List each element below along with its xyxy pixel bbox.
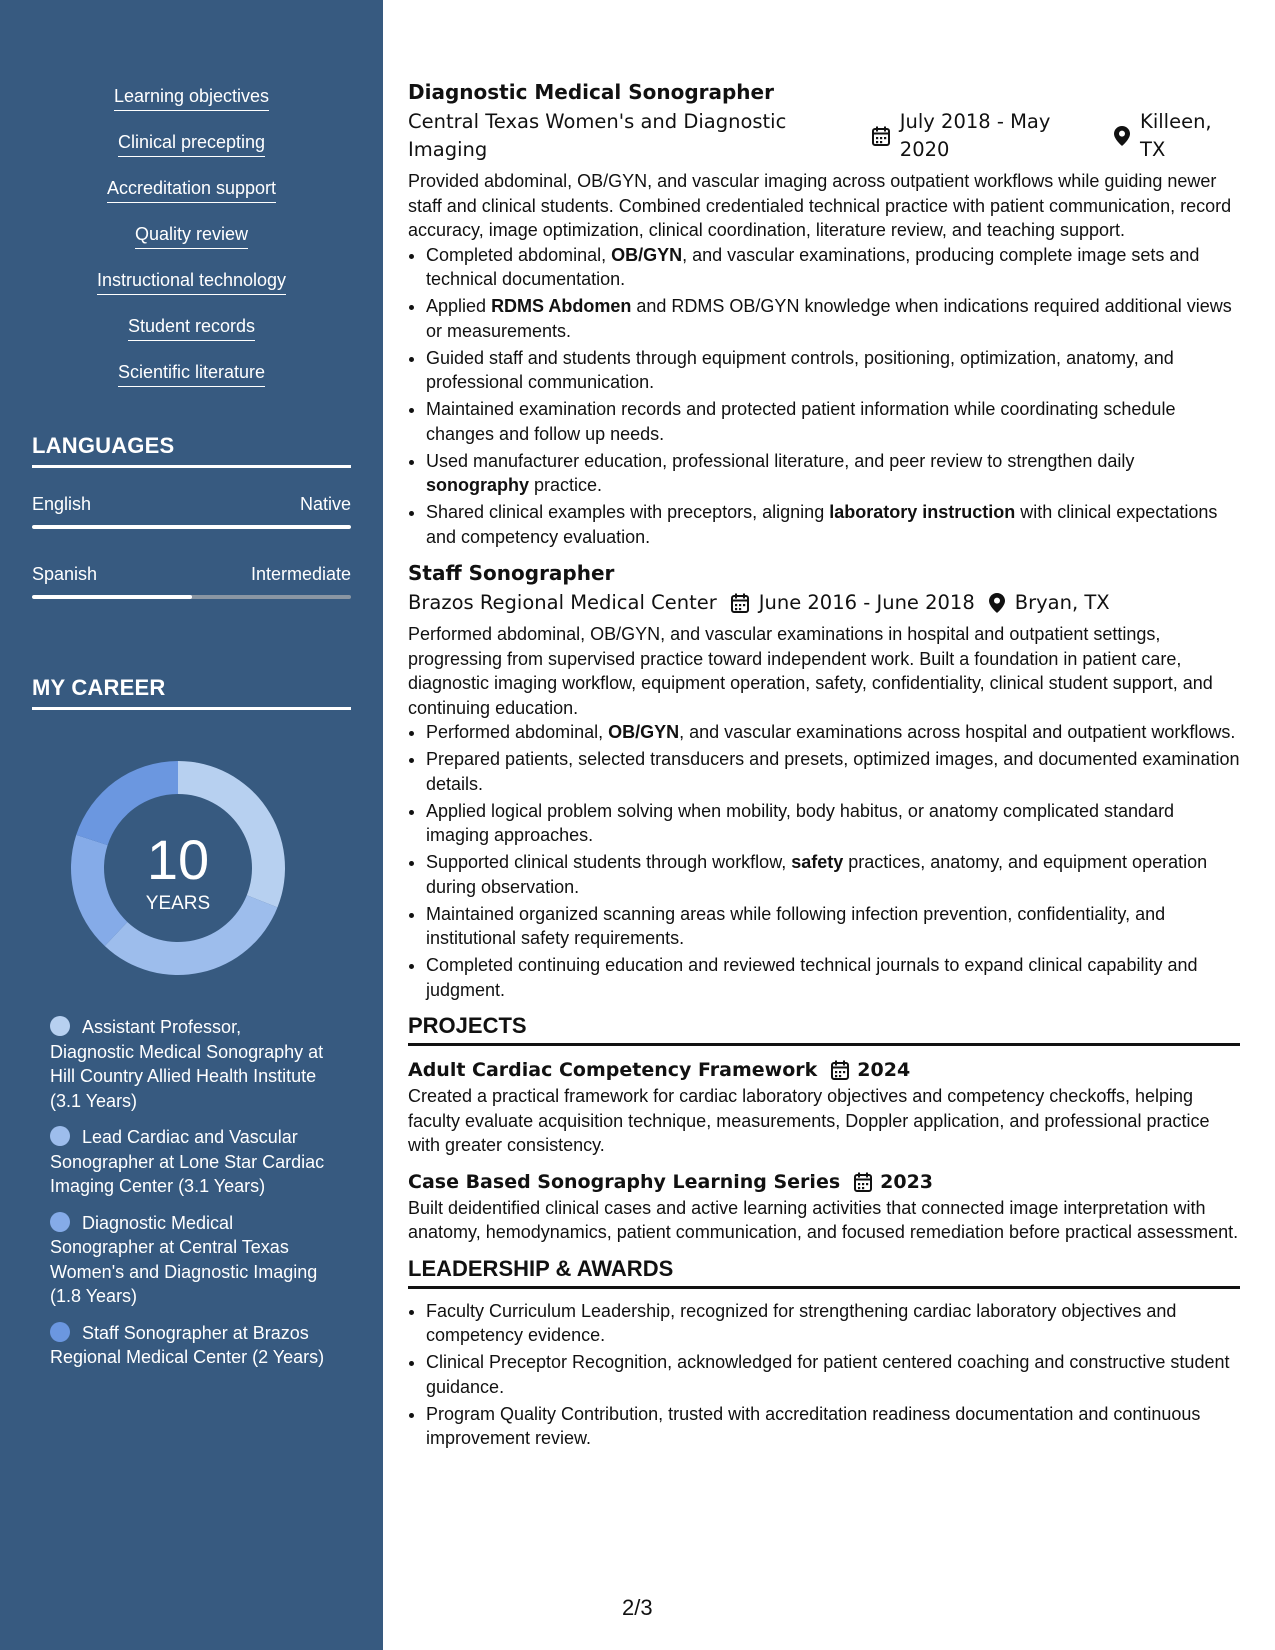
language-proficiency-fill	[32, 525, 351, 529]
job-summary: Provided abdominal, OB/GYN, and vascular imaging across outpatient workflows while guiding newer staff and clinical students. Combined credentialed technical practice with patient communication, record accuracy, image optimization, clinical coordination, literature review, and teaching support.	[408, 171, 1232, 240]
experience-entry	[408, 559, 1240, 1002]
career-legend-item	[50, 1321, 330, 1370]
skill-item: Accreditation support	[107, 178, 276, 203]
language-level: Native	[299, 494, 351, 514]
career-legend-label: Lead Cardiac and Vascular Sonographer at Lone Star Cardiac Imaging Center (3.1 Years)	[50, 1127, 325, 1196]
job-summary: Performed abdominal, OB/GYN, and vascular examinations in hospital and outpatient settings, progressing from supervised practice toward independent work. Built a foundation in patient care, diagnostic imaging workflow, equipment operation, safety, confidentiality, clinical student support, and continuing education.	[408, 624, 1213, 718]
calendar-icon	[854, 1172, 872, 1192]
job-dates: June 2016 - June 2018	[758, 591, 975, 614]
awards-list	[408, 1299, 1240, 1451]
skill-item: Clinical precepting	[118, 132, 265, 157]
language-proficiency-bar	[32, 525, 351, 529]
legend-dot-icon	[50, 1016, 70, 1036]
career-legend	[50, 1015, 330, 1382]
language-proficiency-fill	[32, 595, 192, 599]
skill-item: Instructional technology	[97, 270, 286, 295]
project-description: Created a practical framework for cardiac laboratory objectives and competency checkoffs, helping faculty evaluate acquisition technique, measurements, Doppler application, and professional practice with greater consistency.	[408, 1086, 1210, 1155]
career-legend-item	[50, 1211, 330, 1309]
skill-item: Student records	[128, 316, 255, 341]
skill-item: Scientific literature	[118, 362, 265, 387]
legend-dot-icon	[50, 1126, 70, 1146]
project-title-row	[408, 1168, 1240, 1196]
page-number: 2/3	[622, 1595, 653, 1620]
job-bullets	[408, 243, 1240, 550]
company-name: Brazos Regional Medical Center	[408, 591, 717, 614]
languages-heading: LANGUAGES	[32, 433, 351, 468]
language-row	[32, 564, 351, 585]
skills-list	[0, 86, 383, 408]
legend-dot-icon	[50, 1212, 70, 1232]
job-bullet: • Supported clinical students through workflow, safety practices, anatomy, and equipment operation during observation.	[426, 850, 1240, 899]
legend-dot-icon	[50, 1322, 70, 1342]
award-item: • Clinical Preceptor Recognition, acknowledged for patient centered coaching and constructive student guidance.	[426, 1350, 1240, 1399]
company-name: Central Texas Women's and Diagnostic Imaging	[408, 110, 787, 161]
job-title: Diagnostic Medical Sonographer	[408, 80, 774, 104]
main-content	[408, 78, 1240, 1453]
location-pin-icon	[1114, 126, 1130, 146]
project-title-row	[408, 1056, 1240, 1084]
job-bullet: • Maintained organized scanning areas while following infection prevention, confidentiality, and institutional safety requirements.	[426, 902, 1240, 951]
project-year: 2024	[857, 1059, 911, 1081]
experience-entry	[408, 78, 1240, 549]
job-title: Staff Sonographer	[408, 561, 615, 585]
calendar-icon	[872, 126, 890, 146]
project-description: Built deidentified clinical cases and active learning activities that connected image interpretation with anatomy, hemodynamics, patient communication, and focused remediation before practical assessment.	[408, 1197, 1239, 1242]
job-bullet: • Maintained examination records and protected patient information while coordinating schedule changes and follow up needs.	[426, 397, 1240, 446]
sidebar	[0, 0, 383, 1650]
language-proficiency-bar	[32, 595, 351, 599]
job-bullet: • Shared clinical examples with preceptors, aligning laboratory instruction with clinical expectations and competency evaluation.	[426, 500, 1240, 549]
job-bullet: • Performed abdominal, OB/GYN, and vascular examinations across hospital and outpatient workflows.	[426, 720, 1240, 745]
calendar-icon	[731, 593, 749, 613]
language-name: English	[32, 494, 92, 514]
job-location: Bryan, TX	[1014, 591, 1110, 614]
language-row	[32, 494, 351, 515]
skill-item: Learning objectives	[114, 86, 269, 111]
career-legend-label: Assistant Professor, Diagnostic Medical Sonography at Hill Country Allied Health Institute (3.1 Years)	[50, 1017, 324, 1111]
job-location: Killeen, TX	[1140, 110, 1212, 161]
job-meta	[408, 589, 1240, 617]
job-bullet: • Completed continuing education and reviewed technical journals to expand clinical capability and judgment.	[426, 953, 1240, 1002]
job-bullet: • Completed abdominal, OB/GYN, and vascular examinations, producing complete image sets and technical documentation.	[426, 243, 1240, 292]
career-donut-chart	[64, 754, 292, 982]
career-legend-item	[50, 1125, 330, 1199]
awards-heading: LEADERSHIP & AWARDS	[408, 1255, 1240, 1289]
award-item: • Faculty Curriculum Leadership, recognized for strengthening cardiac laboratory objectives and competency evidence.	[426, 1299, 1240, 1348]
career-legend-item	[50, 1015, 330, 1113]
skill-item: Quality review	[135, 224, 248, 249]
career-heading: MY CAREER	[32, 675, 351, 710]
project-year: 2023	[880, 1170, 934, 1193]
donut-segment	[71, 835, 127, 946]
project-title: Case Based Sonography Learning Series	[408, 1170, 841, 1193]
career-total-number: 10	[146, 828, 210, 891]
projects-heading: PROJECTS	[408, 1012, 1240, 1046]
location-pin-icon	[989, 593, 1005, 613]
job-bullets	[408, 720, 1240, 1002]
career-legend-label: Diagnostic Medical Sonographer at Central Texas Women's and Diagnostic Imaging (1.8 Years)	[50, 1212, 318, 1306]
job-dates: July 2018 - May 2020	[899, 110, 1051, 161]
job-bullet: • Prepared patients, selected transducers and presets, optimized images, and documented examination details.	[426, 747, 1240, 796]
job-bullet: • Used manufacturer education, professional literature, and peer review to strengthen daily sonography practice.	[426, 449, 1240, 498]
calendar-icon	[831, 1060, 849, 1080]
career-legend-label: Staff Sonographer at Brazos Regional Medical Center (2 Years)	[50, 1322, 325, 1367]
project-title: Adult Cardiac Competency Framework	[408, 1059, 818, 1081]
career-total-unit: YEARS	[145, 893, 211, 914]
job-meta	[408, 108, 1240, 164]
language-level: Intermediate	[250, 564, 351, 584]
project-entry	[408, 1168, 1240, 1245]
job-bullet: • Applied RDMS Abdomen and RDMS OB/GYN knowledge when indications required additional views or measurements.	[426, 294, 1240, 343]
job-bullet: • Applied logical problem solving when mobility, body habitus, or anatomy complicated standard imaging approaches.	[426, 799, 1240, 848]
language-name: Spanish	[32, 564, 98, 584]
project-entry	[408, 1056, 1240, 1158]
award-item: • Program Quality Contribution, trusted with accreditation readiness documentation and continuous improvement review.	[426, 1402, 1240, 1451]
job-bullet: • Guided staff and students through equipment controls, positioning, optimization, anatomy, and professional communication.	[426, 346, 1240, 395]
